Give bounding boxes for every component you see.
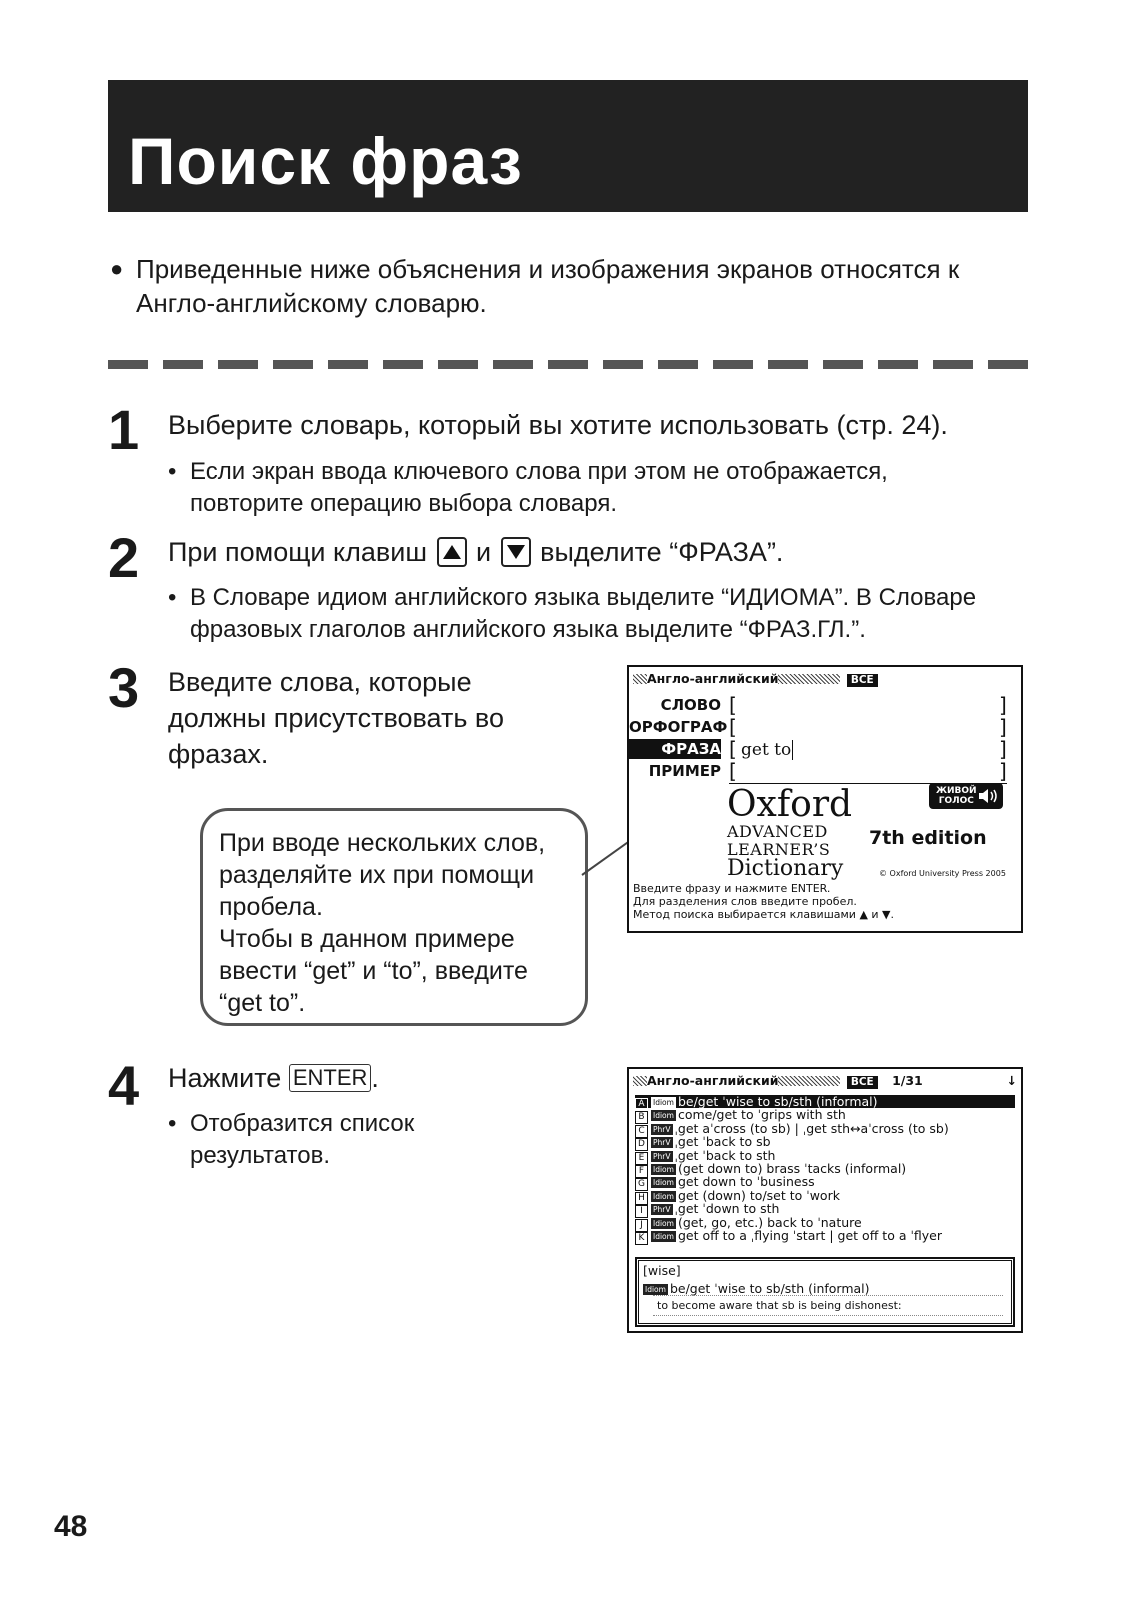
page-number: 48 bbox=[54, 1510, 88, 1543]
field-bracket: [ bbox=[729, 693, 737, 717]
step-1-text: Выберите словарь, который вы хотите использовать (стр. 24). bbox=[168, 410, 948, 440]
field-bracket: [ bbox=[729, 715, 737, 739]
step-4-note-text: Отобразится список результатов. bbox=[190, 1110, 415, 1169]
result-row[interactable] bbox=[635, 1108, 1015, 1121]
result-badge: PhrV bbox=[653, 1124, 671, 1134]
field-bracket: ] bbox=[999, 737, 1007, 761]
step-2-text bbox=[168, 534, 1038, 570]
result-text: be/get ˈwise to sb/sth (informal) bbox=[677, 1094, 878, 1109]
oxford-dictionary: Dictionary bbox=[727, 856, 844, 881]
result-badge: Idiom bbox=[653, 1098, 674, 1107]
result-text: (get, go, etc.) back to ˈnature bbox=[677, 1214, 862, 1230]
preview-definition: to become aware that sb is being dishonest: bbox=[657, 1299, 902, 1312]
hatch-pattern bbox=[633, 674, 647, 684]
preview-word: [wise] bbox=[643, 1263, 681, 1278]
step-3-text: Введите слова, которые должны присутствовать во фразах. bbox=[168, 667, 504, 769]
oxford-learners: LEARNER’S bbox=[727, 840, 831, 859]
result-letter: J bbox=[635, 1219, 648, 1232]
voice-line-1: ЖИВОЙ bbox=[936, 786, 977, 796]
field-bracket: [ bbox=[729, 737, 737, 761]
hatch-pattern bbox=[633, 1076, 647, 1086]
result-text: ˌget ˈback to sb bbox=[674, 1134, 771, 1150]
down-key-icon bbox=[501, 537, 531, 567]
preview-pane bbox=[635, 1257, 1015, 1327]
voice-badge bbox=[929, 783, 1003, 809]
field-bracket: ] bbox=[999, 715, 1007, 739]
help-text-2: Для разделения слов введите пробел. bbox=[633, 895, 857, 908]
result-badge: Idiom bbox=[653, 1218, 674, 1228]
help-text-1: Введите фразу и нажмите ENTER. bbox=[633, 882, 831, 895]
field-bracket: [ bbox=[729, 759, 737, 783]
callout-text-1: При вводе нескольких слов, разделяйте их при помощи пробела. bbox=[219, 829, 546, 921]
voice-line-2: ГОЛОС bbox=[938, 796, 974, 806]
step-2-text-a: При помощи клавиш bbox=[168, 537, 427, 567]
edition-label: 7th edition bbox=[869, 827, 987, 849]
result-text: (get down to) brass ˈtacks (informal) bbox=[677, 1161, 907, 1176]
result-row[interactable] bbox=[635, 1162, 1015, 1175]
screen2-mode-tag: ВСЕ bbox=[847, 1076, 878, 1089]
screen1-header bbox=[633, 671, 878, 687]
result-row[interactable] bbox=[635, 1135, 1015, 1148]
result-text: get off to a ˌflying ˈstart | get off to a ˈflyer bbox=[677, 1228, 942, 1243]
result-letter: H bbox=[635, 1192, 648, 1205]
help-text-3: Метод поиска выбирается клавишами ▲ и ▼. bbox=[633, 908, 895, 921]
result-letter: A bbox=[635, 1098, 648, 1111]
enter-key-icon: ENTER bbox=[289, 1064, 372, 1092]
field-bracket: ] bbox=[999, 759, 1007, 783]
preview-phrase-line bbox=[643, 1281, 870, 1296]
result-row[interactable] bbox=[635, 1149, 1015, 1162]
callout-box bbox=[200, 808, 588, 1026]
result-text: get (down) to/set to ˈwork bbox=[677, 1187, 840, 1203]
step-4-text bbox=[168, 1060, 588, 1096]
result-text: come/get to ˈgrips with sth bbox=[677, 1107, 846, 1123]
result-letter: E bbox=[635, 1152, 648, 1165]
result-badge: Idiom bbox=[653, 1111, 674, 1121]
hatch-pattern bbox=[778, 674, 840, 684]
step-3-number: 3 bbox=[108, 656, 140, 719]
step-1-note-text: Если экран ввода ключевого слова при этом не отображается, повторите операцию выбора словаря. bbox=[190, 458, 888, 517]
copyright-text: © Oxford University Press 2005 bbox=[879, 869, 1006, 878]
field-label-primer: ПРИМЕР bbox=[648, 762, 721, 780]
result-letter: I bbox=[635, 1205, 648, 1218]
result-row[interactable] bbox=[635, 1175, 1015, 1188]
result-row[interactable] bbox=[635, 1202, 1015, 1215]
field-label-fraza-selected[interactable]: ФРАЗА bbox=[629, 739, 721, 759]
result-text: ˌget aˈcross (to sb) | ˌget sth↔aˈcross (to sb) bbox=[674, 1120, 949, 1136]
step-2-note-text: В Словаре идиом английского языка выделите “ИДИОМА”. В Словаре фразовых глаголов английского языка выделите “ФРАЗ.ГЛ.”. bbox=[190, 584, 977, 643]
result-letter: C bbox=[635, 1125, 648, 1138]
step-4-text-main: Нажмите bbox=[168, 1063, 282, 1093]
result-badge: Idiom bbox=[653, 1178, 674, 1188]
result-badge: Idiom bbox=[653, 1191, 674, 1201]
speaker-icon bbox=[977, 787, 999, 805]
page-title: Поиск фраз bbox=[128, 124, 523, 198]
step-2-note: • В Словаре идиом английского языка выделите “ИДИОМА”. В Словаре фразовых глаголов английского языка выделите “ФРАЗ.ГЛ.”. bbox=[168, 582, 1038, 646]
oxford-logo-word: Oxford bbox=[727, 784, 853, 825]
voice-badge-text bbox=[936, 786, 977, 806]
result-letter: B bbox=[635, 1111, 648, 1124]
step-2-text-b: выделите “ФРАЗА”. bbox=[540, 537, 784, 567]
phrase-input-value[interactable]: get to bbox=[741, 740, 792, 760]
result-badge: PhrV bbox=[653, 1151, 671, 1161]
step-1-number: 1 bbox=[108, 398, 140, 461]
result-badge: PhrV bbox=[653, 1205, 671, 1215]
field-label-slovo: СЛОВО bbox=[660, 696, 721, 714]
intro-text: Приведенные ниже объяснения и изображения экранов относятся к Англо-английскому словарю. bbox=[136, 254, 960, 318]
result-row[interactable] bbox=[635, 1095, 1015, 1108]
step-4-note: • Отобразится список результатов. bbox=[168, 1108, 468, 1172]
result-row[interactable] bbox=[635, 1122, 1015, 1135]
step-2-number: 2 bbox=[108, 526, 140, 589]
result-row[interactable] bbox=[635, 1189, 1015, 1202]
oxford-advanced: ADVANCED bbox=[727, 822, 828, 841]
screen2-dict-name: Англо-английский bbox=[647, 1073, 779, 1088]
callout-text-2: Чтобы в данном примере ввести “get” и “to”, введите “get to”. bbox=[219, 925, 528, 1017]
step-4-number: 4 bbox=[108, 1054, 140, 1117]
result-row[interactable] bbox=[635, 1229, 1015, 1242]
screen1-mode-tag: ВСЕ bbox=[847, 674, 878, 687]
dashed-divider bbox=[108, 360, 1028, 369]
result-text: get down to ˈbusiness bbox=[677, 1174, 815, 1190]
result-letter: D bbox=[635, 1138, 648, 1151]
screen-results-list bbox=[627, 1067, 1023, 1333]
screen-search-entry bbox=[627, 665, 1023, 933]
hatch-pattern bbox=[778, 1076, 840, 1086]
intro-note bbox=[110, 252, 1030, 320]
result-badge: Idiom bbox=[653, 1165, 674, 1174]
result-letter: K bbox=[635, 1232, 648, 1245]
result-badge: Idiom bbox=[653, 1232, 674, 1241]
screen2-page-count: 1/31 bbox=[892, 1073, 923, 1088]
scroll-down-arrow-icon[interactable]: ↓ bbox=[1006, 1073, 1017, 1088]
dotted-divider bbox=[653, 1295, 1003, 1296]
step-1-note: • Если экран ввода ключевого слова при этом не отображается, повторите операцию выбора словаря. bbox=[168, 456, 988, 520]
result-letter: G bbox=[635, 1178, 648, 1191]
step-4-text-dot: . bbox=[371, 1063, 379, 1093]
result-text: ˌget ˈdown to sth bbox=[674, 1201, 780, 1217]
up-key-icon bbox=[437, 537, 467, 567]
screen1-dict-name: Англо-английский bbox=[647, 671, 779, 686]
dotted-divider bbox=[653, 1315, 1003, 1316]
result-row[interactable] bbox=[635, 1216, 1015, 1229]
idiom-badge: Idiom bbox=[645, 1285, 666, 1294]
result-text: ˌget ˈback to sth bbox=[674, 1147, 776, 1163]
bullet-icon: ● bbox=[110, 256, 124, 281]
field-label-orfograf: ОРФОГРАФ bbox=[629, 718, 728, 736]
result-badge: PhrV bbox=[653, 1138, 671, 1148]
step-2-text-and: и bbox=[476, 537, 492, 567]
result-letter: F bbox=[635, 1165, 648, 1178]
field-bracket: ] bbox=[999, 693, 1007, 717]
preview-phrase: be/get ˈwise to sb/sth (informal) bbox=[669, 1281, 870, 1296]
screen2-header bbox=[633, 1073, 1017, 1089]
